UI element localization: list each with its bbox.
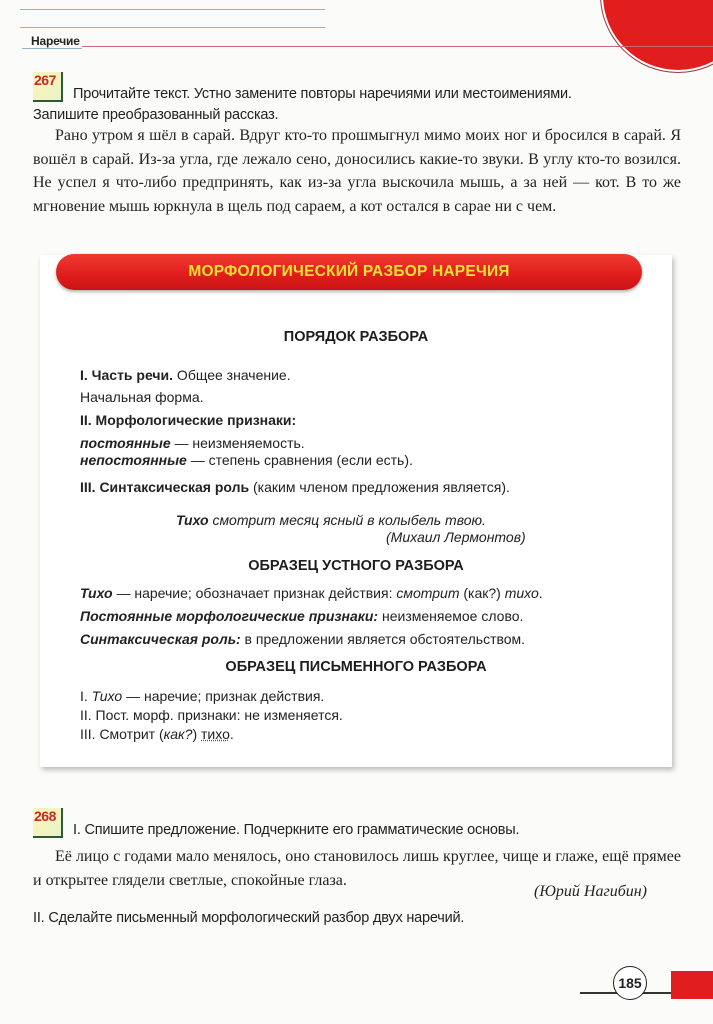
- example-quote: [176, 512, 486, 528]
- rule-banner-title: МОРФОЛОГИЧЕСКИЙ РАЗБОР НАРЕЧИЯ: [188, 263, 510, 280]
- oral-italic: смотрит: [396, 585, 460, 601]
- oral-bold: Синтаксическая роль:: [80, 631, 241, 647]
- order-item-2-nonconst: [80, 452, 413, 468]
- written-text: I.: [80, 688, 92, 704]
- rule-banner: [56, 254, 642, 290]
- order-item-label: II. Морфологические признаки:: [80, 412, 297, 428]
- task-line: Прочитайте текст. Устно замените повторы наречиями или местоимениями.: [73, 86, 572, 102]
- order-item-2-const: [80, 435, 305, 451]
- order-item-1: [80, 367, 291, 383]
- oral-text: — наречие; обозначает признак действия:: [112, 585, 397, 601]
- order-item-label: I. Часть речи.: [80, 367, 174, 383]
- order-item-text: Общее значение.: [173, 367, 291, 383]
- oral-text: неизменяемое слово.: [378, 608, 524, 624]
- underlined-word: тихо: [201, 726, 230, 742]
- order-item-label: III. Синтаксическая роль: [80, 479, 250, 495]
- author-name: (Юрий Нагибин): [534, 883, 647, 900]
- exercise-task-2: II. Сделайте письменный морфологический разбор двух наречий.: [33, 910, 465, 926]
- written-line-3: [80, 726, 234, 742]
- order-item-text: (каким членом предложения является).: [249, 479, 510, 495]
- top-rule: [20, 9, 325, 10]
- running-title: Наречие: [31, 34, 80, 48]
- task-line: I. Спишите предложение. Подчеркните его грамматические основы.: [73, 822, 520, 838]
- exercise-task: [33, 84, 572, 126]
- written-heading: ОБРАЗЕЦ ПИСЬМЕННОГО РАЗБОРА: [225, 659, 487, 675]
- task-line: Запишите преобразованный рассказ.: [33, 107, 279, 123]
- header-rule: [22, 48, 82, 49]
- oral-line-2: [80, 608, 523, 624]
- header-rule: [82, 46, 713, 47]
- order-subtext: — степень сравнения (если есть).: [186, 452, 413, 468]
- oral-question: (как?): [459, 585, 505, 601]
- exercise-number: 268: [34, 808, 56, 824]
- written-text: — наречие; признак действия.: [122, 688, 325, 704]
- page-tab-decoration: [671, 971, 713, 999]
- written-line-1: [80, 688, 324, 704]
- oral-line-3: [80, 631, 525, 647]
- written-line-2: II. Пост. морф. признаки: не изменяется.: [80, 707, 343, 723]
- exercise-number: 267: [34, 72, 56, 88]
- exercise-text: [33, 124, 681, 218]
- order-item-1-line2: Начальная форма.: [80, 389, 204, 405]
- written-text: .: [229, 726, 234, 742]
- order-sublabel: непостоянные: [80, 452, 187, 468]
- order-item-2: [80, 412, 296, 428]
- written-italic: как?: [163, 726, 193, 742]
- quote-text: смотрит месяц ясный в колыбель твою.: [208, 512, 486, 528]
- order-subtext: — неизменяемость.: [170, 435, 305, 451]
- written-text: ): [192, 726, 202, 742]
- oral-text: в предложении является обстоятельством.: [240, 631, 526, 647]
- oral-text: .: [538, 585, 543, 601]
- quote-author: (Михаил Лермонтов): [386, 529, 526, 545]
- exercise-paragraph: Её лицо с годами мало менялось, оно становилось лишь круглее, чище и глаже, ещё прямее и открытее глядели светлые, спокойные глаза.: [33, 848, 681, 889]
- order-item-3: [80, 479, 510, 495]
- page-number: 185: [613, 966, 647, 1000]
- order-sublabel: постоянные: [80, 435, 171, 451]
- oral-bold: Постоянные морфологические признаки:: [80, 608, 379, 624]
- order-heading: ПОРЯДОК РАЗБОРА: [283, 329, 429, 345]
- exercise-paragraph: Рано утром я шёл в сарай. Вдруг кто-то прошмыгнул мимо моих ног и бросился в сарай. Я вошёл в сарай. Из-за угла, где лежало сено, доносились какие-то звуки. В углу кто-то возился. Не успел я что-либо предпринять, как из-за угла выскочила мышь, а за ней — кот. В то же мгновение мышь юркнула в щель под сараем, а кот остался в сарае ни с чем.: [33, 127, 681, 215]
- quote-bold-word: Тихо: [176, 512, 209, 528]
- exercise-author: [33, 880, 647, 904]
- corner-decoration: [603, 0, 713, 70]
- top-rule: [20, 27, 325, 28]
- oral-line-1: [80, 585, 543, 601]
- written-text: III. Смотрит (: [80, 726, 164, 742]
- exercise-task: [33, 820, 519, 841]
- oral-heading: ОБРАЗЕЦ УСТНОГО РАЗБОРА: [248, 558, 464, 574]
- oral-bold: Тихо: [80, 585, 113, 601]
- oral-italic: тихо: [504, 585, 539, 601]
- written-italic: Тихо: [91, 688, 123, 704]
